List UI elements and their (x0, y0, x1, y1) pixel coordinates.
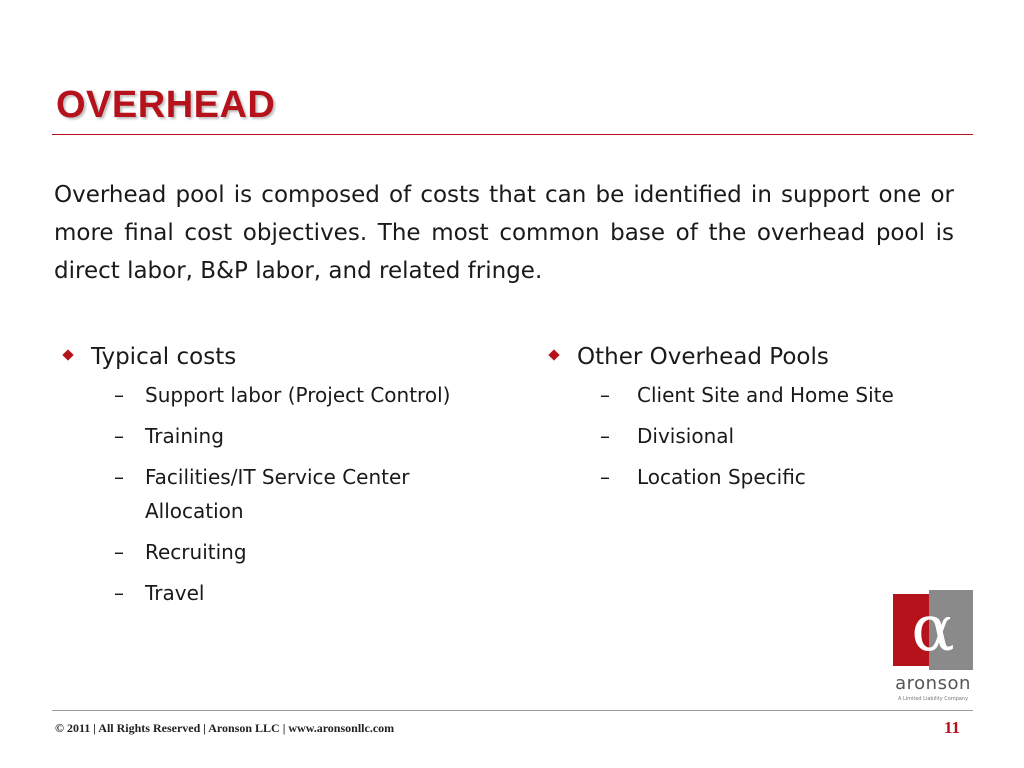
list-item (600, 378, 970, 412)
intro-paragraph: Overhead pool is composed of costs that can be identified in support one or more final cost objectives. The most common base of the overhead pool is direct labor, B&P labor, and related fringe. (54, 182, 954, 284)
slide-title: OVERHEAD (56, 84, 276, 126)
typical-costs-list (64, 378, 514, 610)
dash-glyph: – (600, 424, 610, 448)
typical-costs-column (64, 336, 514, 617)
list-item-text: Travel (145, 581, 205, 605)
other-pools-list (550, 378, 970, 494)
footer-copyright: © 2011 | All Rights Reserved | Aronson LLC | www.aronsonllc.com (55, 721, 395, 735)
list-item-text: Divisional (637, 424, 735, 448)
dash-glyph: – (114, 424, 124, 448)
list-item (114, 378, 514, 412)
list-item-text: Training (145, 424, 224, 448)
logo-wordmark: aronson (895, 673, 971, 694)
footer-divider (52, 710, 973, 711)
other-pools-column (550, 336, 970, 501)
list-item-text: Facilities/IT Service Center Allocation (145, 465, 410, 523)
dash-glyph: – (114, 540, 124, 564)
dash-glyph: – (600, 465, 610, 489)
list-item-text: Support labor (Project Control) (145, 383, 451, 407)
bullet-heading: Other Overhead Pools (577, 344, 829, 370)
list-item (114, 535, 514, 569)
dash-glyph: – (114, 581, 124, 605)
logo-tagline: A Limited Liability Company (897, 696, 969, 702)
alpha-icon: α (911, 592, 955, 666)
list-item-text: Recruiting (145, 540, 247, 564)
bullet-other-overhead-pools (550, 336, 970, 378)
dash-glyph: – (600, 383, 610, 407)
logo-mark (893, 590, 973, 670)
page-number: 11 (943, 718, 960, 737)
dash-glyph: – (114, 383, 124, 407)
list-item (600, 460, 970, 494)
list-item (114, 460, 514, 528)
list-item-text: Client Site and Home Site (637, 383, 894, 407)
list-item-text: Location Specific (637, 465, 806, 489)
dash-glyph: – (114, 465, 124, 489)
title-divider (52, 134, 973, 135)
diamond-bullet-icon (548, 349, 559, 360)
list-item (114, 576, 514, 610)
list-item (114, 419, 514, 453)
aronson-logo (893, 590, 973, 708)
bullet-heading: Typical costs (91, 344, 237, 370)
diamond-bullet-icon (62, 349, 73, 360)
bullet-typical-costs (64, 336, 514, 378)
list-item (600, 419, 970, 453)
